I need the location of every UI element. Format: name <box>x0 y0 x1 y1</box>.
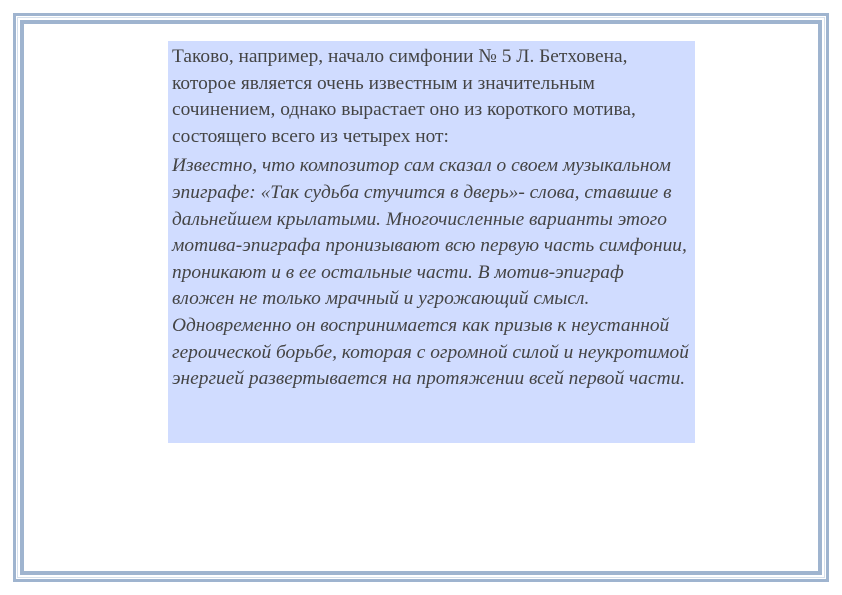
quote-paragraph: Известно, что композитор сам сказал о своем музыкальном эпиграфе: «Так судьба стучится в дверь»- слова, ставшие в дальнейшем крылатыми. Многочисленные варианты этого мотива-эпиграфа пронизывают всю первую часть симфонии, проникают и в ее остальные части. В мотив-эпиграф вложен не только мрачный и угрожающий смысл. Одновременно он воспринимается как призыв к неустанной героической борьбе, которая с огромной силой и неукротимой энергией развертывается на протяжении всей первой части. <box>172 155 689 390</box>
text-box <box>168 41 695 443</box>
intro-paragraph: Таково, например, начало симфонии № 5 Л. Бетховена, которое является очень известным и значительным сочинением, однако вырастает оно из короткого мотива, состоящего всего из четырех нот: <box>172 46 636 147</box>
